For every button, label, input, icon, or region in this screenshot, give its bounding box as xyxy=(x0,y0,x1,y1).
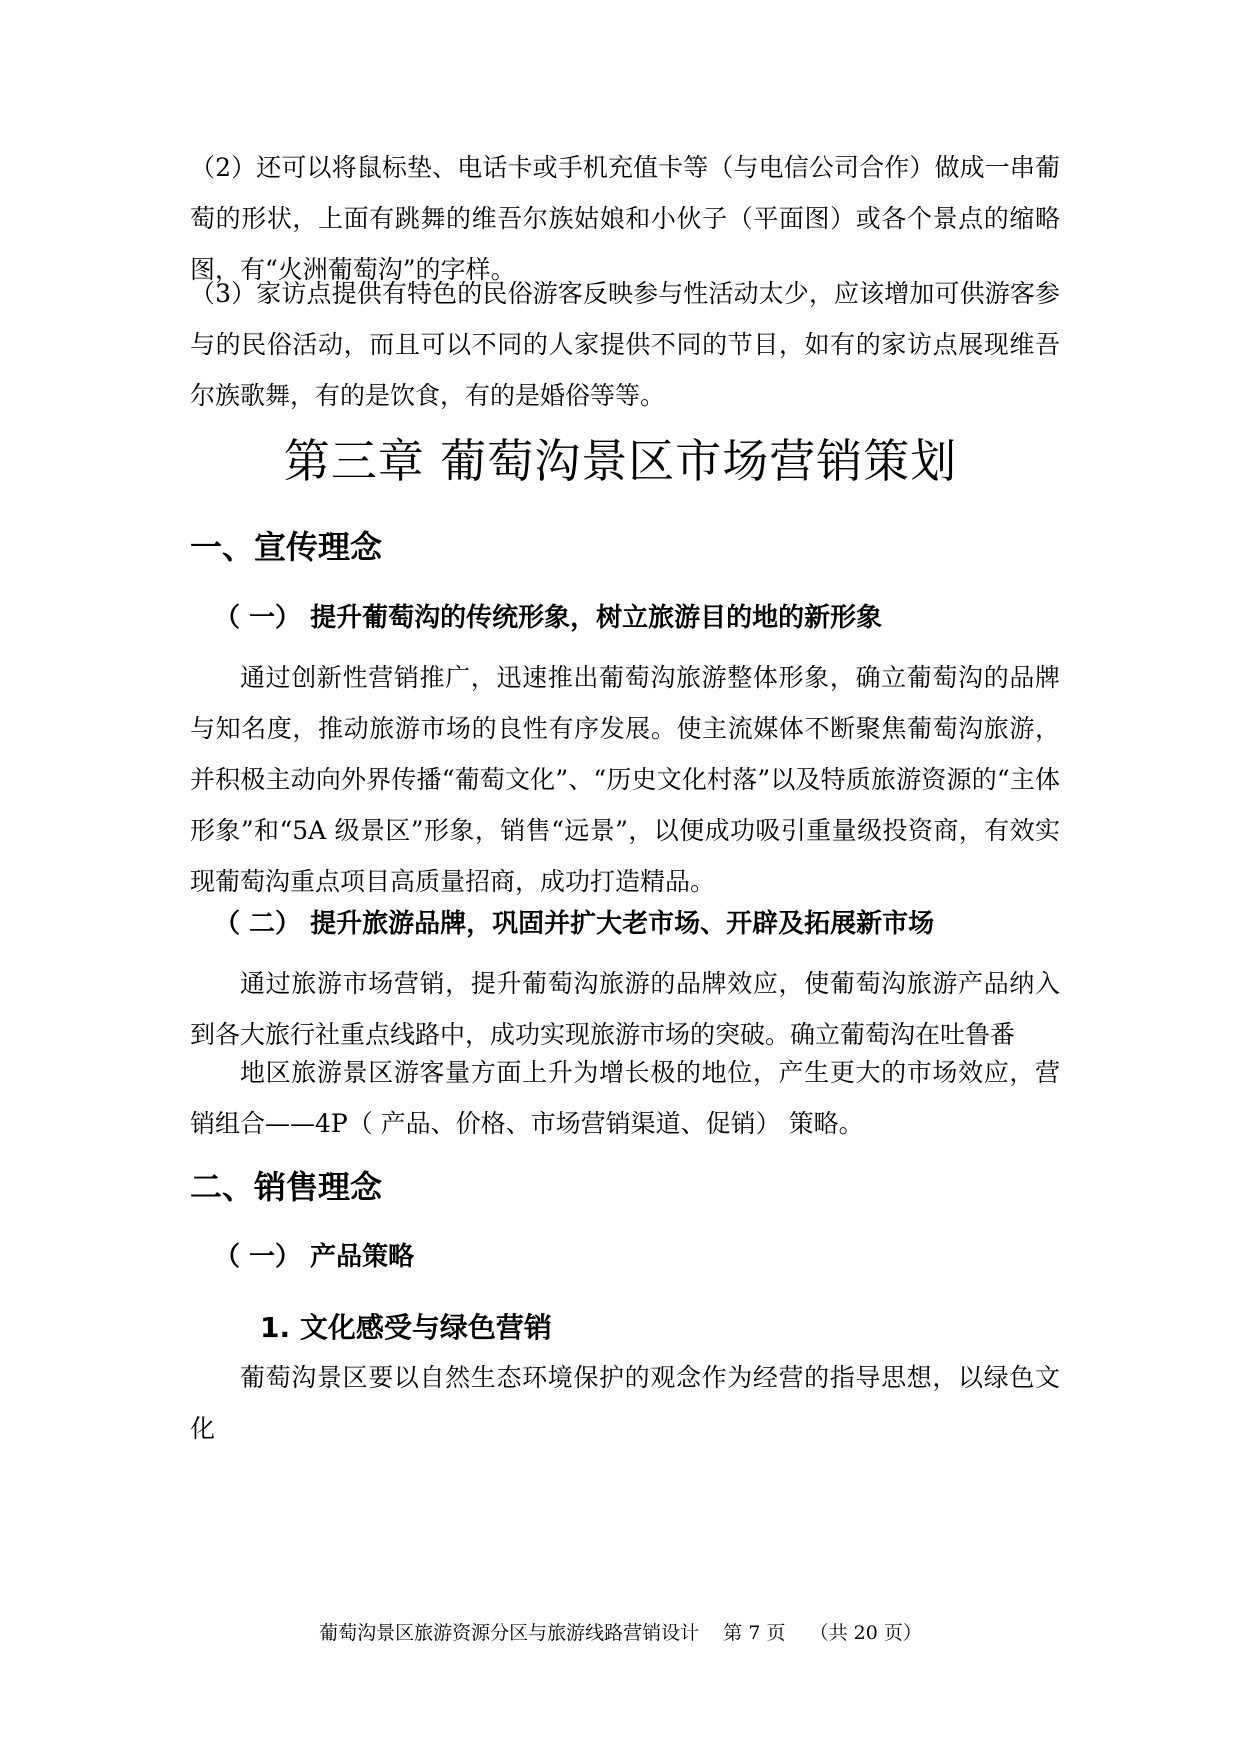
section-heading-sales: 二、销售理念 xyxy=(190,1168,383,1206)
paragraph-brand-1: 通过旅游市场营销，提升葡萄沟旅游的品牌效应，使葡萄沟旅游产品纳入到各大旅行社重点线路中，成功实现旅游市场的突破。确立葡萄沟在吐鲁番 xyxy=(190,969,1060,1049)
item-heading-culture: 1. 文化感受与绿色营销 xyxy=(260,1311,552,1344)
paragraph-green-marketing: 葡萄沟景区要以自然生态环境保护的观念作为经营的指导思想，以绿色文化 xyxy=(190,1363,1060,1443)
chapter-title: 第三章 葡萄沟景区市场营销策划 xyxy=(283,434,958,488)
subsection-heading-image: （ 一） 提升葡萄沟的传统形象，树立旅游目的地的新形象 xyxy=(214,603,883,633)
section-heading-promotion: 一、宣传理念 xyxy=(190,528,383,566)
paragraph-brand-2: 地区旅游景区游客量方面上升为增长极的地位，产生更大的市场效应，营销组合——4P（ 产品、价格、市场营销渠道、促销） 策略。 xyxy=(190,1058,1060,1138)
paragraph-image-promotion: 通过创新性营销推广，迅速推出葡萄沟旅游整体形象，确立葡萄沟的品牌与知名度，推动旅游市场的良性有序发展。使主流媒体不断聚焦葡萄沟旅游，并积极主动向外界传播“葡萄文化”、“历史文化村落”以及特质旅游资源的“主体形象”和“5A 级景区”形象，销售“远景”，以便成功吸引重量级投资商，有效实现葡萄沟重点项目高质量招商，成功打造精品。 xyxy=(190,663,1060,896)
page-footer: 葡萄沟景区旅游资源分区与旅游线路营销设计 第 7 页 （共 20 页） xyxy=(319,1622,922,1644)
subsection-heading-brand: （ 二） 提升旅游品牌，巩固并扩大老市场、开辟及拓展新市场 xyxy=(214,909,935,939)
paragraph-souvenir-design: （2）还可以将鼠标垫、电话卡或手机充值卡等（与电信公司合作）做成一串葡萄的形状，上面有跳舞的维吾尔族姑娘和小伙子（平面图）或各个景点的缩略图，有“火洲葡萄沟”的字样。 xyxy=(190,153,1060,284)
paragraph-home-visit: （3）家访点提供有特色的民俗游客反映参与性活动太少，应该增加可供游客参与的民俗活动，而且可以不同的人家提供不同的节目，如有的家访点展现维吾尔族歌舞，有的是饮食，有的是婚俗等等。 xyxy=(190,279,1060,410)
subsection-heading-product: （ 一） 产品策略 xyxy=(214,1242,415,1272)
